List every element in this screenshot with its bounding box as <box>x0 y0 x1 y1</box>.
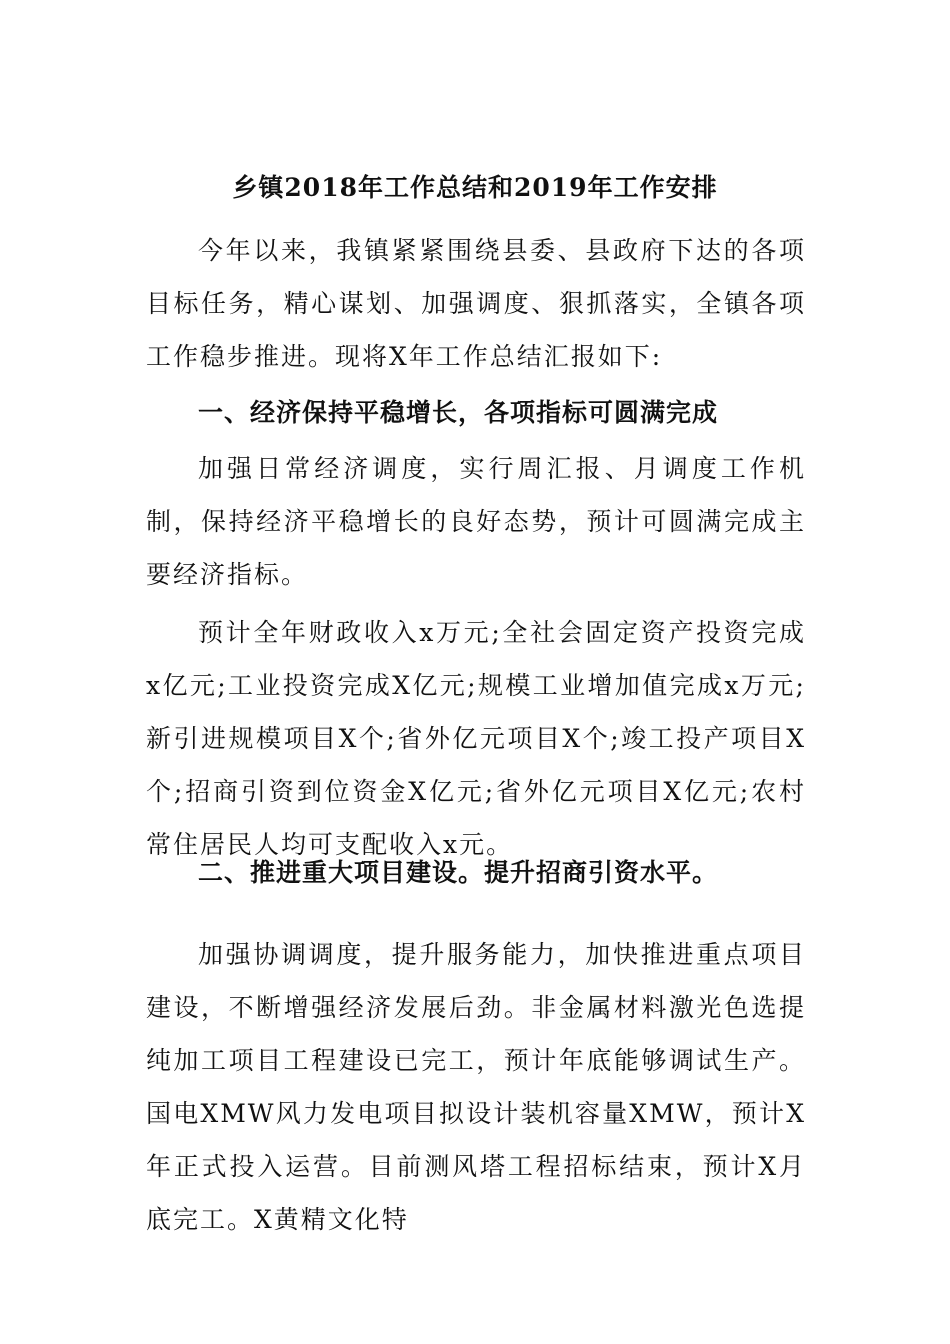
document-title: 乡镇2018年工作总结和2019年工作安排 <box>232 173 718 202</box>
intro-paragraph-block <box>146 224 806 383</box>
section2-paragraph1: 加强协调调度，提升服务能力，加快推进重点项目建设，不断增强经济发展后劲。非金属材料激光色选提纯加工项目工程建设已完工，预计年底能够调试生产。国电XMW风力发电项目拟设计装机容量XMW，预计X年正式投入运营。目前测风塔工程招标结束，预计X月底完工。X黄精文化特 <box>146 940 806 1234</box>
section1-paragraph2-block <box>146 606 806 871</box>
intro-paragraph: 今年以来，我镇紧紧围绕县委、县政府下达的各项目标任务，精心谋划、加强调度、狠抓落实，全镇各项工作稳步推进。现将X年工作总结汇报如下: <box>146 236 806 371</box>
section1-heading: 一、经济保持平稳增长，各项指标可圆满完成 <box>198 398 719 427</box>
section1-paragraph1: 加强日常经济调度，实行周汇报、月调度工作机制，保持经济平稳增长的良好态势，预计可圆满完成主要经济指标。 <box>146 454 806 589</box>
section2-heading-block <box>146 846 806 899</box>
section1-paragraph1-block <box>146 442 806 601</box>
section1-paragraph2: 预计全年财政收入x万元;全社会固定资产投资完成x亿元;工业投资完成X亿元;规模工业增加值完成x万元;新引进规模项目X个;省外亿元项目X个;竣工投产项目X个;招商引资到位资金X亿元;省外亿元项目X亿元;农村常住居民人均可支配收入x元。 <box>146 618 806 859</box>
section1-heading-block <box>146 386 806 439</box>
section2-heading: 二、推进重大项目建设。提升招商引资水平。 <box>198 858 719 887</box>
section2-paragraph1-block <box>146 928 806 1246</box>
